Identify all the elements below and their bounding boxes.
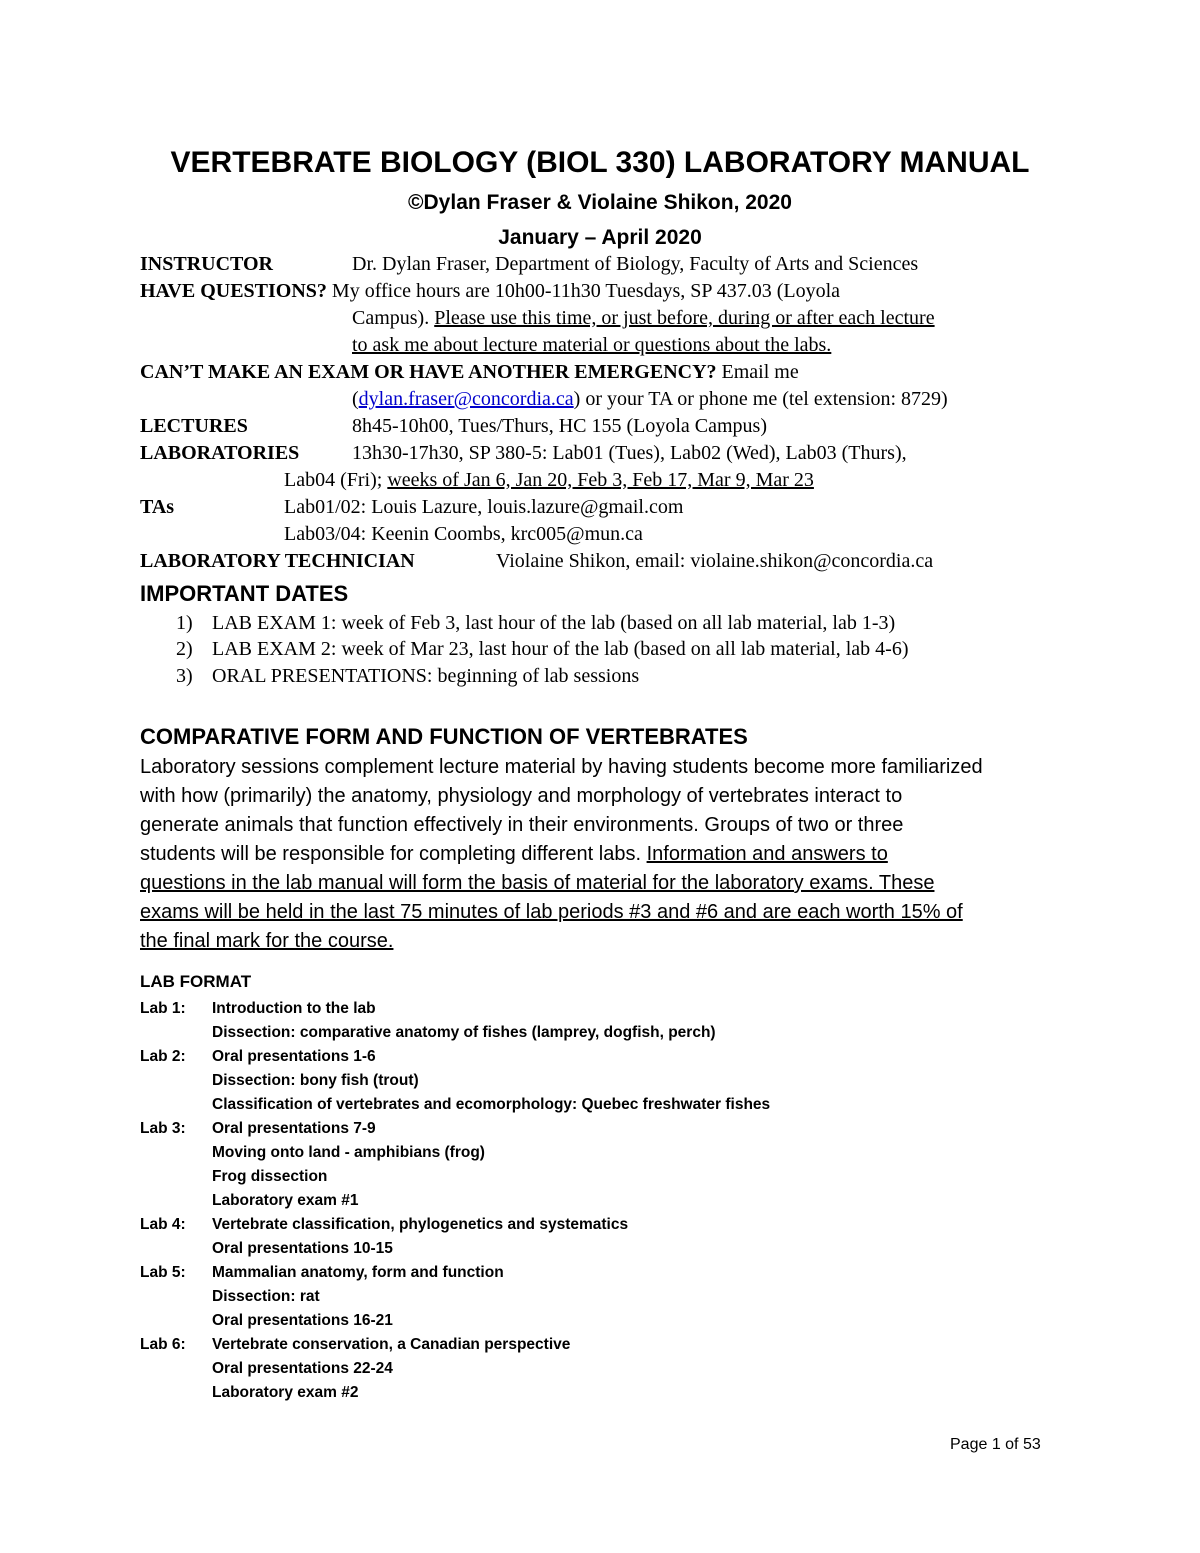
emergency-value: Email me — [721, 361, 799, 383]
laboratories-value: 13h30-17h30, SP 380-5: Lab01 (Tues), Lab02 (Wed), Lab03 (Thurs), — [352, 442, 907, 464]
lab-label: Lab 6: — [140, 1336, 186, 1353]
page-number: Page 1 of 53 — [950, 1436, 1041, 1453]
laboratories-weeks: weeks of Jan 6, Jan 20, Feb 3, Feb 17, Mar 9, Mar 23 — [387, 469, 814, 491]
emergency-line2-rest: ) or your TA or phone me (tel extension: 8729) — [573, 388, 948, 410]
lab-item: Vertebrate classification, phylogenetics and systematics — [212, 1216, 629, 1233]
lab-item: Moving onto land - amphibians (frog) — [212, 1144, 485, 1161]
questions-value: My office hours are 10h00-11h30 Tuesdays, SP 437.03 (Loyola — [331, 280, 841, 302]
emergency-open-paren: ( — [352, 388, 359, 410]
important-dates-heading: IMPORTANT DATES — [140, 581, 349, 606]
lab-item: Oral presentations 22-24 — [212, 1360, 393, 1377]
comparative-line: the final mark for the course. — [140, 930, 394, 952]
lab-item: Oral presentations 16-21 — [212, 1312, 393, 1329]
date-item-text: LAB EXAM 2: week of Mar 23, last hour of the lab (based on all lab material, lab 4-6) — [212, 638, 909, 660]
questions-label: HAVE QUESTIONS? — [140, 280, 327, 302]
lab-item: Vertebrate conservation, a Canadian perspective — [212, 1336, 571, 1353]
instructor-label: INSTRUCTOR — [140, 253, 273, 275]
emergency-line2 — [352, 388, 948, 411]
questions-line2 — [352, 307, 935, 330]
date-item-num: 1) — [176, 612, 193, 634]
comparative-line: with how (primarily) the anatomy, physiology and morphology of vertebrates interact to — [140, 785, 903, 807]
date-item-num: 2) — [176, 638, 193, 660]
lab-item: Oral presentations 1-6 — [212, 1048, 376, 1065]
lectures-value: 8h45-10h00, Tues/Thurs, HC 155 (Loyola Campus) — [352, 415, 767, 437]
questions-line2-plain: Campus). — [352, 307, 430, 329]
ta-1: Lab01/02: Louis Lazure, louis.lazure@gmail.com — [284, 496, 684, 518]
lab-label: Lab 3: — [140, 1120, 186, 1137]
lab-item: Laboratory exam #2 — [212, 1384, 359, 1401]
lab-label: Lab 5: — [140, 1264, 186, 1281]
laboratories-label: LABORATORIES — [140, 442, 300, 464]
emergency-label: CAN’T MAKE AN EXAM OR HAVE ANOTHER EMERGENCY? — [140, 361, 717, 383]
questions-line2-underlined: Please use this time, or just before, during or after each lecture — [434, 307, 935, 329]
lab-item: Mammalian anatomy, form and function — [212, 1264, 504, 1281]
term-dates: January – April 2020 — [498, 226, 702, 249]
lab-item: Oral presentations 10-15 — [212, 1240, 393, 1257]
lab-item: Introduction to the lab — [212, 1000, 376, 1017]
date-item-num: 3) — [176, 665, 193, 687]
lab-label: Lab 4: — [140, 1216, 186, 1233]
comparative-line — [140, 843, 888, 866]
technician-label: LABORATORY TECHNICIAN — [140, 550, 415, 572]
lab-item: Dissection: rat — [212, 1288, 320, 1305]
copyright-line: ©Dylan Fraser & Violaine Shikon, 2020 — [408, 191, 792, 214]
laboratories-line2 — [284, 469, 814, 492]
instructor-email-link[interactable]: dylan.fraser@concordia.ca — [358, 388, 574, 410]
lab-item: Classification of vertebrates and ecomorphology: Quebec freshwater fishes — [212, 1096, 771, 1113]
comparative-line: generate animals that function effectively in their environments. Groups of two or three — [140, 814, 904, 836]
tas-label: TAs — [140, 496, 175, 518]
comparative-heading: COMPARATIVE FORM AND FUNCTION OF VERTEBRATES — [140, 724, 748, 749]
comparative-line: Laboratory sessions complement lecture material by having students become more familiarized — [140, 756, 983, 778]
comparative-line: questions in the lab manual will form the basis of material for the laboratory exams. These — [140, 872, 935, 894]
date-item-text: ORAL PRESENTATIONS: beginning of lab sessions — [212, 665, 640, 687]
lab-item: Dissection: bony fish (trout) — [212, 1072, 419, 1089]
lab-label: Lab 1: — [140, 1000, 186, 1017]
date-item-text: LAB EXAM 1: week of Feb 3, last hour of the lab (based on all lab material, lab 1-3) — [212, 612, 896, 634]
instructor-value: Dr. Dylan Fraser, Department of Biology, Faculty of Arts and Sciences — [352, 253, 919, 275]
lectures-label: LECTURES — [140, 415, 248, 437]
questions-line3: to ask me about lecture material or questions about the labs. — [352, 334, 832, 356]
lab-format-heading: LAB FORMAT — [140, 972, 252, 991]
lab-item: Laboratory exam #1 — [212, 1192, 359, 1209]
lab-item: Frog dissection — [212, 1168, 328, 1185]
emergency-row — [140, 361, 799, 384]
laboratories-line2-plain: Lab04 (Fri); — [284, 469, 383, 491]
ta-2: Lab03/04: Keenin Coombs, krc005@mun.ca — [284, 523, 643, 545]
questions-row — [140, 280, 840, 303]
technician-value: Violaine Shikon, email: violaine.shikon@concordia.ca — [496, 550, 934, 572]
comparative-line4-underlined: Information and answers to — [646, 843, 888, 865]
lab-item: Oral presentations 7-9 — [212, 1120, 376, 1137]
lab-item: Dissection: comparative anatomy of fishes (lamprey, dogfish, perch) — [212, 1024, 716, 1041]
lab-label: Lab 2: — [140, 1048, 186, 1065]
document-title: VERTEBRATE BIOLOGY (BIOL 330) LABORATORY MANUAL — [170, 146, 1030, 179]
comparative-line: exams will be held in the last 75 minutes of lab periods #3 and #6 and are each worth 15% of — [140, 901, 963, 923]
comparative-line4-plain: students will be responsible for completing different labs. — [140, 843, 642, 865]
